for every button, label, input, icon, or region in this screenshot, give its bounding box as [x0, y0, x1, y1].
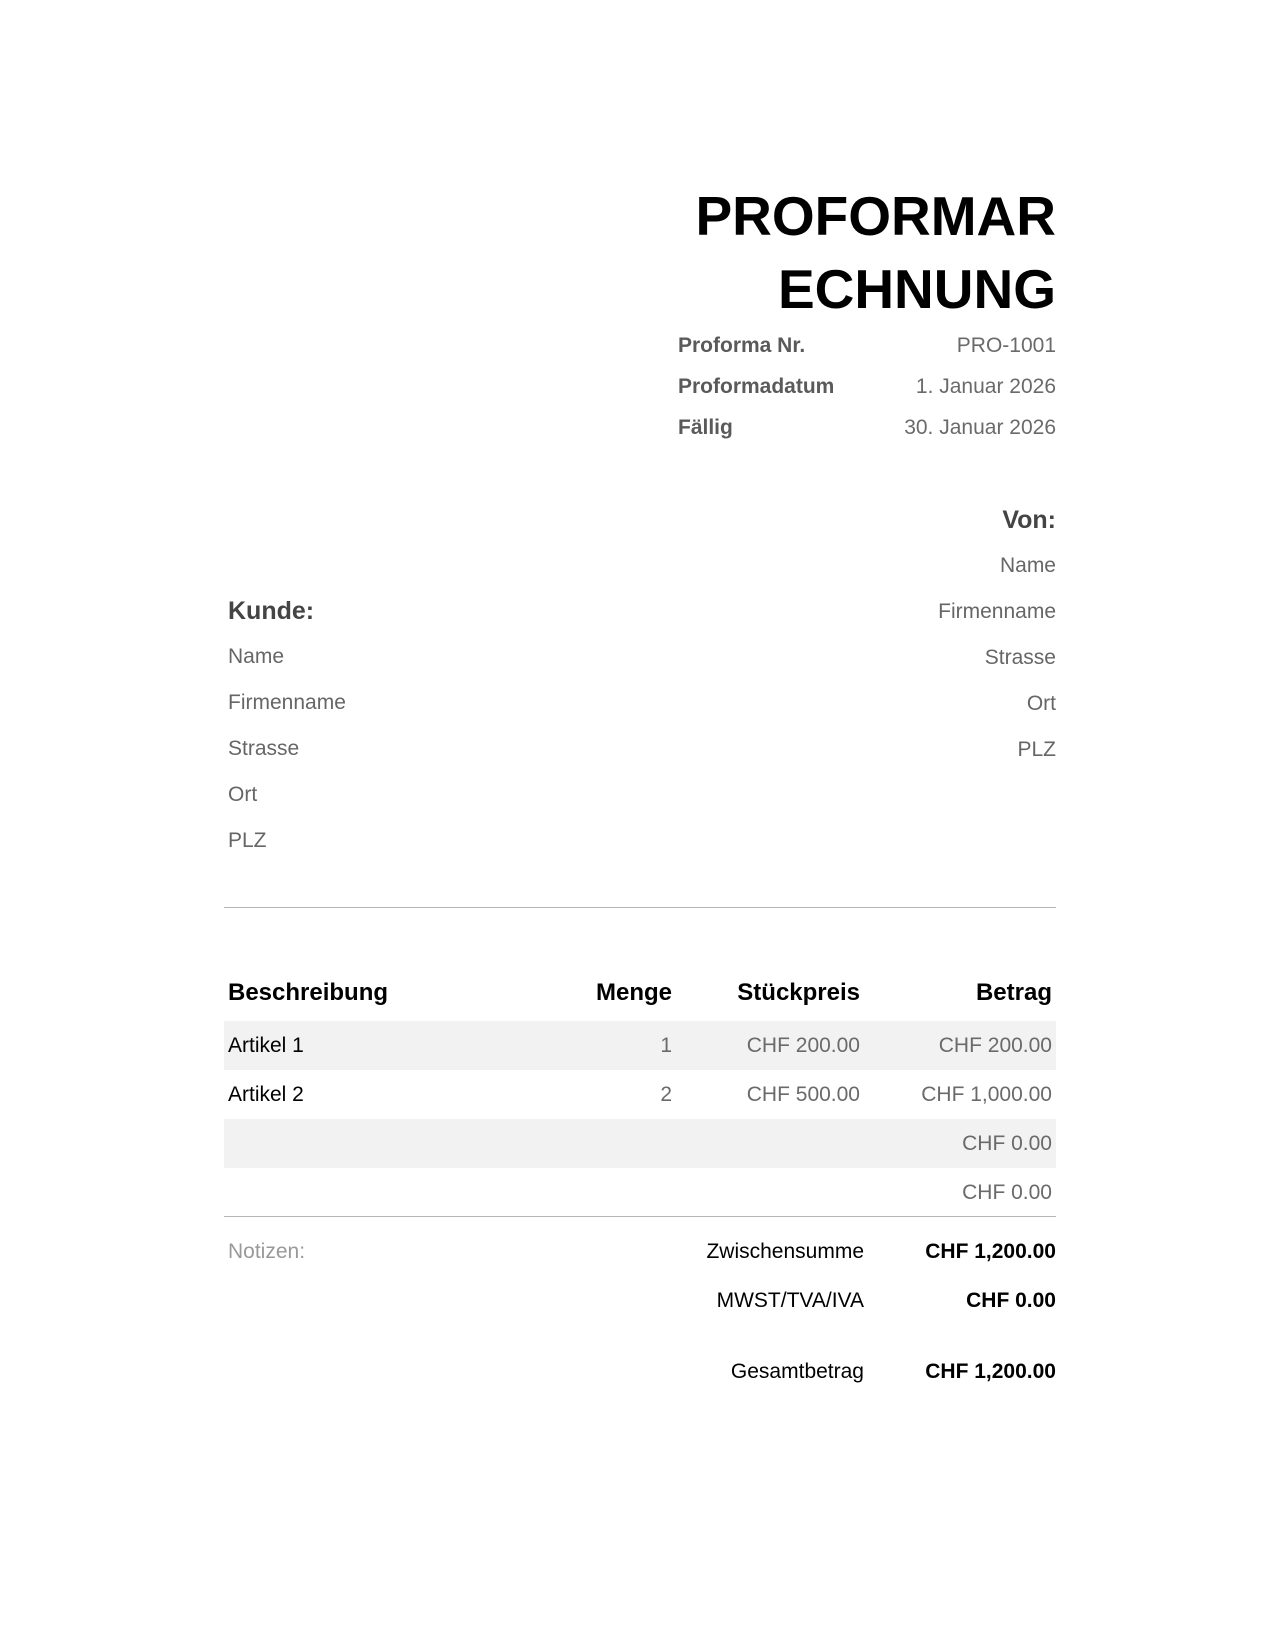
customer-city: Ort — [228, 783, 258, 806]
document-title-line-2: ECHNUNG — [777, 258, 1056, 320]
meta-row-number — [678, 334, 1056, 375]
table-row — [224, 1070, 1056, 1119]
meta-label: Proformadatum — [678, 375, 835, 398]
invoice-page — [228, 0, 1060, 1650]
meta-value: PRO-1001 — [956, 334, 1056, 357]
cell-quantity: 1 — [660, 1034, 672, 1057]
totals-block — [628, 1240, 1056, 1409]
table-bottom-divider — [224, 1216, 1056, 1217]
cell-unit-price: CHF 200.00 — [746, 1034, 860, 1057]
tax-label: MWST/TVA/IVA — [716, 1289, 864, 1312]
header-unit-price: Stückpreis — [737, 979, 860, 1006]
meta-row-date — [678, 375, 1056, 416]
sender-street: Strasse — [984, 646, 1056, 669]
subtotal-label: Zwischensumme — [706, 1240, 864, 1263]
cell-description: Artikel 1 — [228, 1034, 304, 1057]
table-row — [224, 1168, 1056, 1217]
meta-label: Fällig — [678, 416, 733, 439]
meta-row-due — [678, 416, 1056, 457]
customer-zip: PLZ — [228, 829, 267, 852]
table-header-row — [224, 973, 1056, 1021]
tax-value: CHF 0.00 — [966, 1289, 1056, 1312]
grand-total-label: Gesamtbetrag — [730, 1360, 864, 1383]
document-title-line-1: PROFORMAR — [695, 185, 1056, 247]
sender-zip: PLZ — [1017, 738, 1056, 761]
sender-heading: Von: — [1002, 506, 1056, 534]
cell-amount: CHF 0.00 — [962, 1132, 1052, 1155]
table-row — [224, 1119, 1056, 1168]
grand-total-row — [628, 1360, 1056, 1409]
grand-total-value: CHF 1,200.00 — [925, 1360, 1056, 1383]
subtotal-row — [628, 1240, 1056, 1289]
header-amount: Betrag — [975, 979, 1052, 1006]
meta-value: 1. Januar 2026 — [915, 375, 1056, 398]
customer-heading: Kunde: — [228, 597, 315, 625]
document-title — [656, 180, 1056, 326]
cell-amount: CHF 1,000.00 — [921, 1083, 1052, 1106]
cell-amount: CHF 200.00 — [938, 1034, 1052, 1057]
cell-amount: CHF 0.00 — [962, 1181, 1052, 1204]
invoice-meta — [678, 334, 1056, 457]
cell-quantity: 2 — [660, 1083, 672, 1106]
sender-city: Ort — [1026, 692, 1056, 715]
sender-address — [696, 506, 1056, 784]
cell-unit-price: CHF 500.00 — [746, 1083, 860, 1106]
cell-description: Artikel 2 — [228, 1083, 304, 1106]
header-description: Beschreibung — [228, 979, 389, 1006]
meta-label: Proforma Nr. — [678, 334, 806, 357]
customer-address — [228, 597, 588, 875]
customer-company: Firmenname — [228, 691, 346, 714]
meta-value: 30. Januar 2026 — [904, 416, 1056, 439]
items-table — [224, 973, 1056, 1217]
sender-name: Name — [999, 554, 1056, 577]
subtotal-value: CHF 1,200.00 — [925, 1240, 1056, 1263]
notes-label: Notizen: — [228, 1240, 306, 1263]
sender-company: Firmenname — [938, 600, 1056, 623]
customer-name: Name — [228, 645, 285, 668]
section-divider — [224, 907, 1056, 908]
table-row — [224, 1021, 1056, 1070]
customer-street: Strasse — [228, 737, 300, 760]
header-quantity: Menge — [595, 979, 672, 1006]
tax-row — [628, 1289, 1056, 1338]
